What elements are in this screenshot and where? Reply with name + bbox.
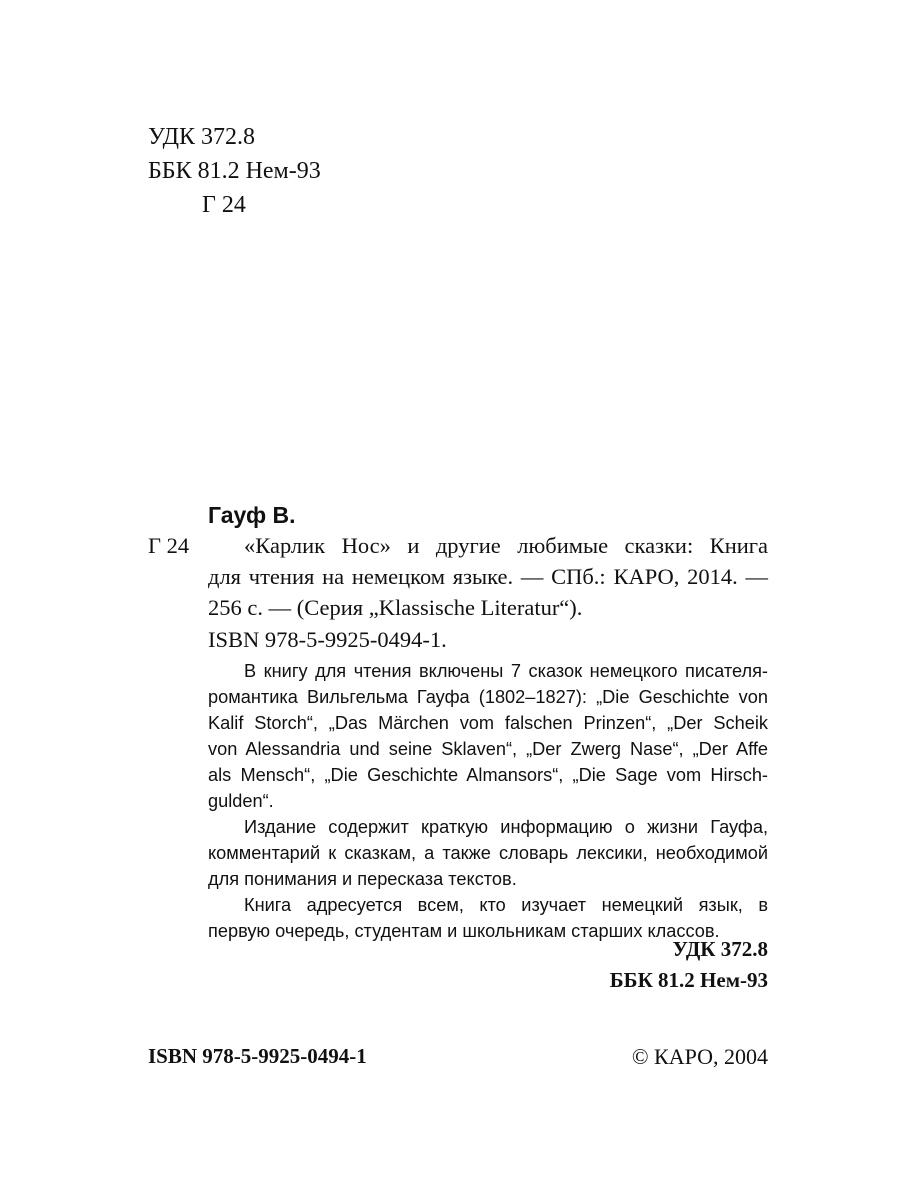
author-name: Гауф В. (208, 502, 296, 528)
annotation-line: романтика Вильгельма Гауфа (1802–1827): „Die Geschichte von (208, 687, 768, 707)
annotation-line: для понимания и пересказа текстов. (208, 869, 517, 889)
description-line: для чтения на немецком языке. — СПб.: КАРО, 2014. — (208, 564, 768, 589)
annotation-line: первую очередь, студентам и школьникам старших классов. (208, 921, 720, 941)
annotation-line: von Alessandria und seine Sklaven“, „Der Zwerg Nase“, „Der Affe (208, 739, 768, 759)
annotation-line: В книгу для чтения включены 7 сказок немецкого писателя- (244, 661, 768, 681)
bibliographic-description (208, 530, 768, 623)
footer-isbn: ISBN 978-5-9925-0494-1 (148, 1044, 367, 1068)
annotation-line: gulden“. (208, 791, 274, 811)
entry-isbn: ISBN 978-5-9925-0494-1. (208, 627, 447, 652)
annotation-line: Книга адресуется всем, кто изучает немецкий язык, в (244, 895, 768, 915)
description-line: 256 с. — (Серия „Klassische Literatur“). (208, 595, 583, 620)
udk-code: УДК 372.8 (148, 124, 255, 150)
copyright-notice: © КАРО, 2004 (631, 1044, 768, 1069)
entry-author-mark: Г 24 (148, 533, 190, 558)
annotation-line: Издание содержит краткую информацию о жизни Гауфа, (244, 817, 768, 837)
annotation-line: als Mensch“, „Die Geschichte Almansors“, „Die Sage vom Hirsch- (208, 765, 768, 785)
annotation (208, 658, 768, 944)
bbk-code: ББК 81.2 Нем-93 (148, 158, 321, 184)
classification-codes-footer (610, 934, 768, 996)
description-line: «Карлик Нос» и другие любимые сказки: Книга (244, 533, 768, 558)
author-mark: Г 24 (202, 192, 246, 218)
annotation-line: комментарий к сказкам, а также словарь лексики, необходимой (208, 843, 768, 863)
bbk-code-bottom: ББК 81.2 Нем-93 (609, 968, 768, 992)
annotation-line: Kalif Storch“, „Das Märchen vom falschen Prinzen“, „Der Scheik (208, 713, 768, 733)
udk-code-bottom: УДК 372.8 (672, 937, 768, 961)
